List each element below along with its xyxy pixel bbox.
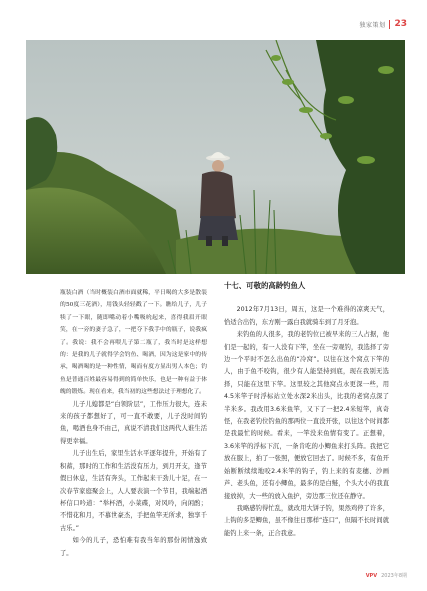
magazine-logo: VPV	[365, 572, 378, 579]
paragraph: 儿子出生后，家里生活水平逐年提升，开始有了积蓄，那时的工作和生活没有压力，到月开支，逢节假日休息，生活有奔头，工作起来干劲儿十足，在一次春节家庭聚会上，人人要表演一个节目，我端起酒杯信口吟道：“举杯酒，小菜碟，对风吟，向闲酌；不惜花和月，不慕世豪杰，手把鱼竿无所求，独享千古乐。”	[60, 450, 207, 532]
paragraph: 如今的儿子，恐怕难有我当年的那份闲情逸致了。	[60, 537, 207, 557]
right-column	[224, 280, 389, 540]
issue-label: 2023年8期	[381, 573, 407, 579]
paragraph: 来钓鱼的人很多，我的老钓位已被早来的三人占据，他们是一起的，有一人没有下竿，坐在一旁观钓，我选择了旁边一个平时不怎么出鱼的“冷窝”。以往在这个窝点下竿的人，由于鱼不咬钩，很少有人能坚持到底，现在我别无选择，只能在这里下竿。这里较之其他窝点水更深一些，用4.5米竿子时浮标站立处水深2米出头，比我的老窝点深了半米多。我改用3.6米鱼竿，又下了一把2.4米短竿，真奇怪，在我老钓位钓鱼的那两位一直没开张，以往这个时间都是我最忙的时候。看来，一竿没来鱼情有变了。正想着，3.6米竿的浮标下沉，一条肯吃的小鲫鱼来打头阵。我把它放在服上，拍了一张照，便放它回去了。时候不多，有鱼开始断断续续地咬2.4米竿的钩子，钓上来的有麦穗、沙画芦、老头鱼，还有小鲫鱼，最多的是白鲢，个头大小的我直接放掉，大一些的放入鱼护，旁边那三位还在静守。	[224, 331, 389, 500]
paragraph: 2012年7月13日，周五，这是一个难得的凉爽天气，恰适合出钓，东方刚一露白我就骑车到了月牙泡。	[224, 306, 389, 326]
page-header	[359, 18, 407, 30]
left-column	[60, 287, 207, 560]
header-divider	[389, 20, 390, 29]
lead-photo	[26, 40, 405, 274]
section-heading: 十七、可敬的高龄钓鱼人	[224, 281, 306, 290]
page-footer	[366, 572, 407, 579]
section-title: 独家策划	[359, 21, 386, 29]
paragraph: 我略感钓得忙乱，就改用大饼子钓，果然鸡停了许多，上钩的多是鲫鱼，虽不像往日那样“连口”，但隔不长时间就能钓上来一条，正合我意。	[224, 504, 389, 537]
paragraph: 儿子儿媳都是“白领阶层”，工作压力很大，连未来的孩子都想好了，可一直不敢要，儿子没时间钓鱼，喝酒也身不由己，真说不清我们这两代人谁生活得更幸福。	[60, 400, 207, 445]
paragraph: 瓶装白酒（当时概装白酒市面就稀，平日喝的大多是散装的50度三花酒），用钱头轻轻戳了一下。瞧给儿子，儿子犊了一下眼，随即嘴动着小嘴吸吮起来，喜得我眉开眼笑，在一旁的妻子急了，一把夺下我手中的瓶子，说我疯了。我说：我不会再喂儿子第二瓶了，我当时是这样想的：是我的儿子就得学会钓鱼、喝酒，因为这是家中的传承，喝酒喝的是一种性情，喝而有度方显出男人本色；钓鱼是普通百姓最容易得到的简单快乐，也是一种有益于体魄的锻炼。现在看来，我当初的这些想法过于理想化了。	[60, 290, 207, 396]
page-number: 23	[394, 19, 407, 29]
photo-elderly-angler-icon	[26, 40, 405, 274]
